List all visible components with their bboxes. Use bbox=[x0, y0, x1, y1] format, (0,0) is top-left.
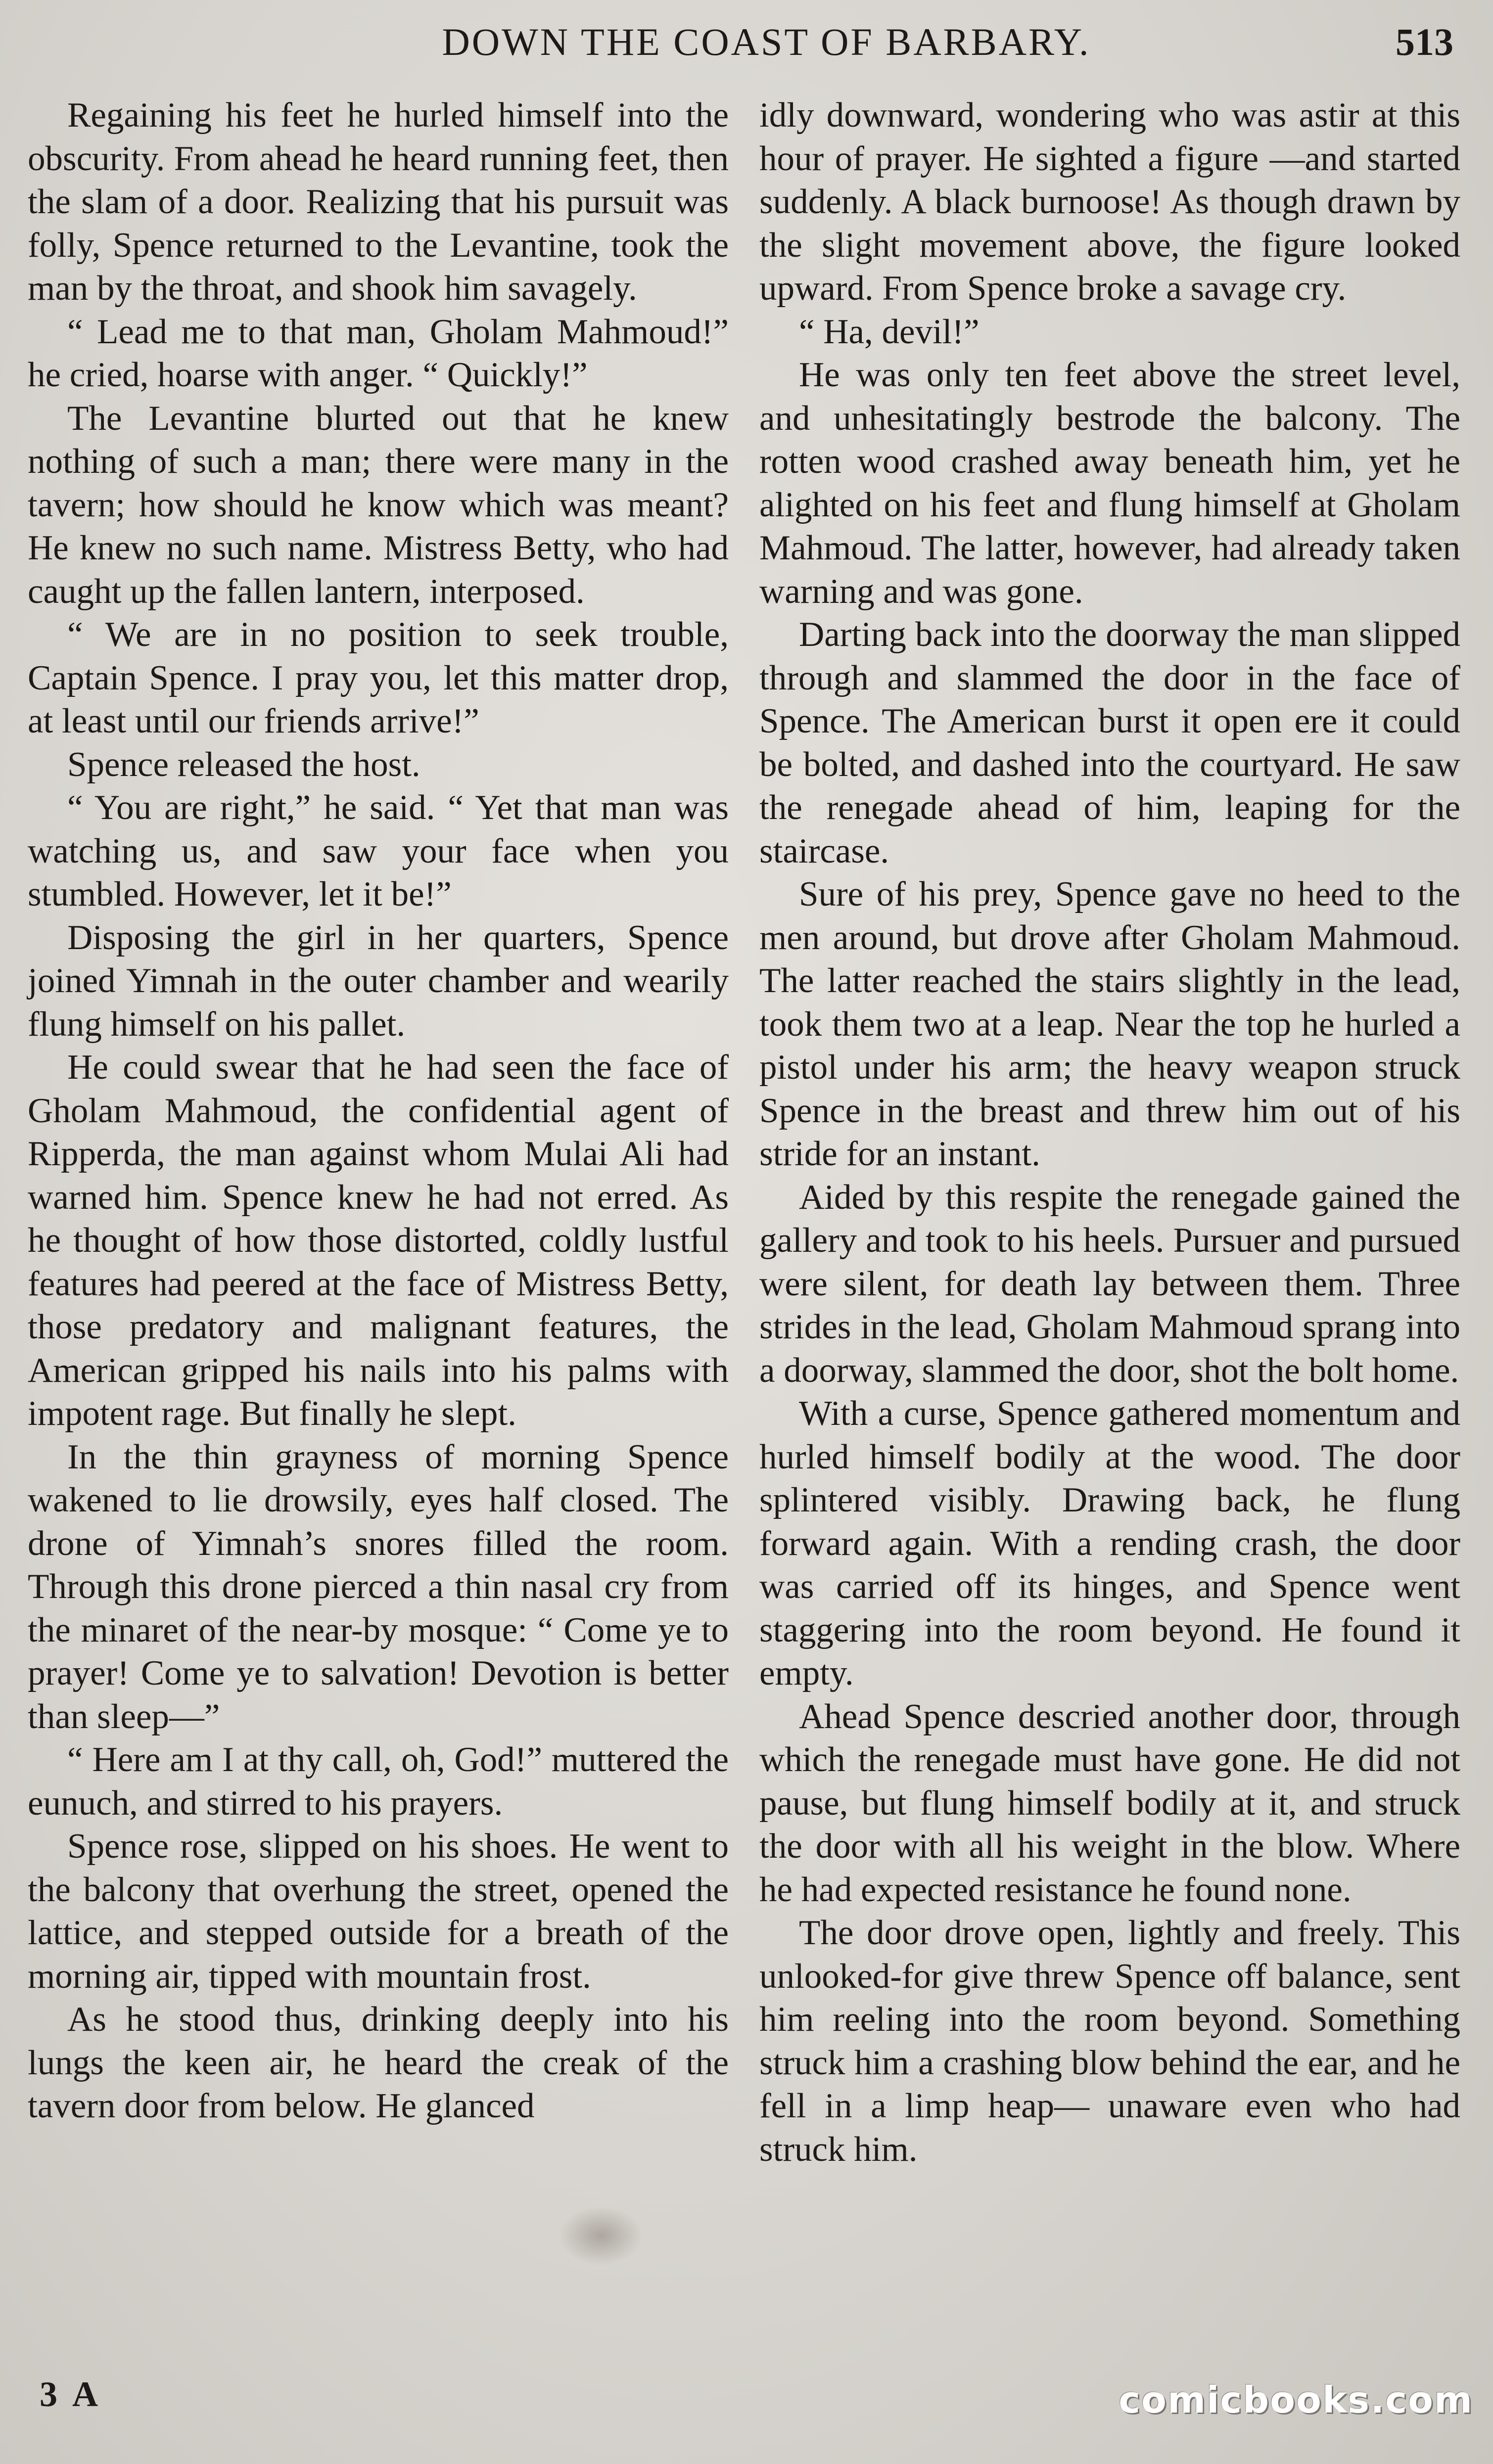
left-column bbox=[28, 94, 729, 2349]
page-header bbox=[74, 14, 1458, 68]
paragraph: “ Ha, devil!” bbox=[799, 312, 980, 351]
paragraph: He could swear that he had seen the face of Gholam Mahmoud, the confidential agent of Ripperda, the man against whom Mulai Ali had warned him. Spence knew he had not erred. As he thought of how those distorted, coldly lustful features had peered at the face of Mistress Betty, those predatory and malignant features, the American gripped his nails into his palms with impotent rage. But finally he slept. bbox=[28, 1048, 729, 1433]
paragraph: Darting back into the doorway the man slipped through and slammed the door in the face of Spence. The American burst it open ere it could be bolted, and dashed into the courtyard. He saw the renegade ahead of him, leaping for the staircase. bbox=[759, 615, 1460, 870]
right-column bbox=[759, 94, 1460, 2349]
paragraph: In the thin grayness of morning Spence wakened to lie drowsily, eyes half closed. The drone of Yimnah’s snores filled the room. Through this drone pierced a thin nasal cry from the minaret of the near-by mosque: “ Come ye to prayer! Come ye to salvation! Devotion is better than sleep—” bbox=[28, 1437, 729, 1736]
page-number: 513 bbox=[1396, 20, 1453, 63]
paragraph: Regaining his feet he hurled himself into the obscurity. From ahead he heard running feet, then the slam of a door. Realizing that his pursuit was folly, Spence returned to the Levantine, took the man by the throat, and shook him savagely. bbox=[28, 96, 729, 308]
paragraph: Ahead Spence descried another door, through which the renegade must have gone. He did not pause, but flung himself bodily at it, and struck the door with all his weight in the blow. Where he had expected resistance he found none. bbox=[759, 1697, 1460, 1909]
paragraph: As he stood thus, drinking deeply into his lungs the keen air, he heard the creak of the tavern door from below. He glanced bbox=[28, 2000, 729, 2125]
paragraph: The Levantine blurted out that he knew nothing of such a man; there were many in the tavern; how should he know which was meant? He knew no such name. Mistress Betty, who had caught up the fallen lantern, interposed. bbox=[28, 399, 729, 611]
paragraph: Aided by this respite the renegade gained the gallery and took to his heels. Pursuer and pursued were silent, for death lay between them. Three strides in the lead, Gholam Mahmoud sprang into a doorway, slammed the door, shot the bolt home. bbox=[759, 1178, 1460, 1390]
paragraph: With a curse, Spence gathered momentum and hurled himself bodily at the wood. The door splintered visibly. Drawing back, he flung forward again. With a rending crash, the door was carried off its hinges, and Spence went staggering into the room beyond. He found it empty. bbox=[759, 1394, 1460, 1692]
paragraph: “ We are in no position to seek trouble, Captain Spence. I pray you, let this matter drop, at least until our friends arrive!” bbox=[28, 615, 729, 740]
paragraph: Sure of his prey, Spence gave no heed to the men around, but drove after Gholam Mahmoud. The latter reached the stairs slightly in the lead, took them two at a leap. Near the top he hurled a pistol under his arm; the heavy weapon struck Spence in the breast and threw him out of his stride for an instant. bbox=[759, 875, 1460, 1173]
paragraph: Spence rose, slipped on his shoes. He went to the balcony that overhung the street, opened the lattice, and stepped outside for a breath of the morning air, tipped with mountain frost. bbox=[28, 1827, 729, 1996]
paragraph: “ Lead me to that man, Gholam Mahmoud!” he cried, hoarse with anger. “ Quickly!” bbox=[28, 312, 729, 394]
paragraph: Disposing the girl in her quarters, Spence joined Yimnah in the outer chamber and wearily flung himself on his pallet. bbox=[28, 918, 729, 1044]
paragraph: He was only ten feet above the street level, and unhesitatingly bestrode the balcony. The rotten wood crashed away beneath him, yet he alighted on his feet and flung himself at Gholam Mahmoud. The latter, however, had already taken warning and was gone. bbox=[759, 356, 1460, 611]
running-title: DOWN THE COAST OF BARBARY. bbox=[442, 20, 1091, 63]
watermark: comicbooks.com bbox=[1119, 2379, 1473, 2421]
paragraph: The door drove open, lightly and freely. This unlooked-for give threw Spence off balance, sent him reeling into the room beyond. Something struck him a crashing blow behind the ear, and he fell in a limp heap— unaware even who had struck him. bbox=[759, 1914, 1460, 2169]
water-stain bbox=[559, 2206, 643, 2265]
paragraph: “ You are right,” he said. “ Yet that man was watching us, and saw your face when you stumbled. However, let it be!” bbox=[28, 788, 729, 913]
paragraph: “ Here am I at thy call, oh, God!” muttered the eunuch, and stirred to his prayers. bbox=[28, 1740, 729, 1823]
paragraph: idly downward, wondering who was astir at this hour of prayer. He sighted a figure —and started suddenly. A black burnoose! As though drawn by the slight movement above, the figure looked upward. From Spence broke a savage cry. bbox=[759, 96, 1460, 308]
paragraph: Spence released the host. bbox=[67, 745, 420, 784]
text-columns bbox=[28, 94, 1460, 2349]
signature-mark: 3 A bbox=[40, 2374, 102, 2414]
